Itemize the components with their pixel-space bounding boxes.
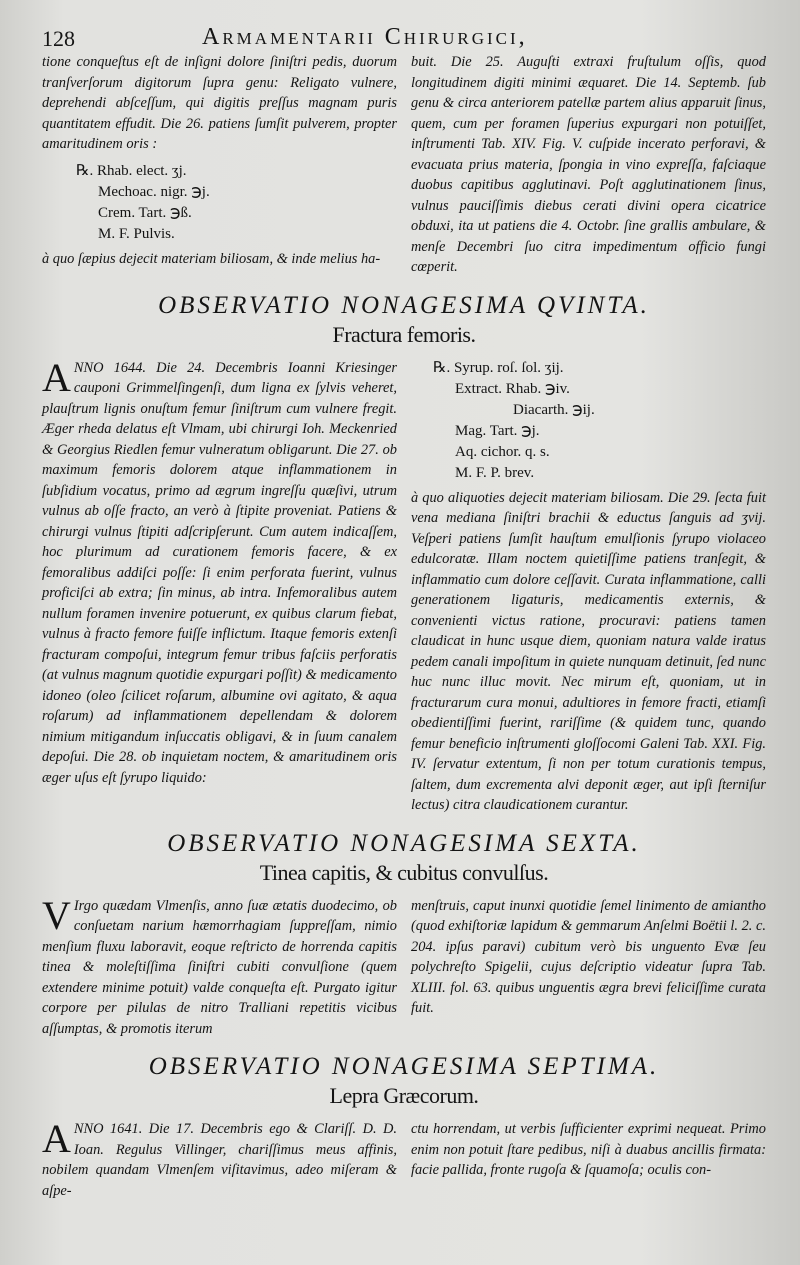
column-right: [411, 896, 766, 1040]
recipe-line: Crem. Tart. ℈ß.: [98, 204, 192, 221]
drop-cap: A: [42, 354, 71, 400]
recipe: [433, 358, 766, 484]
paragraph: [42, 892, 397, 1040]
observation-97-body: [42, 1116, 766, 1201]
column-left: [42, 52, 397, 278]
recipe-line: M. F. P. brev.: [455, 464, 535, 481]
observation-96-body: [42, 892, 766, 1040]
paragraph: buit. Die 25. Auguſti extraxi fruſtulum oſſis, quod longitudinem digiti minimi æquaret. Die 14. Septemb. ſub genu & circa anteriorem patellæ partem alius apparuit ſinus, quem, cum per foramen ſuperius expurgari non potuiſſet, inſtrumenti Tab. XIV. Fig. V. cuſpide incerato perforavi, & evacuata prius materia, ſpongia in vino expreſſa, faſciaque duobus capitibus agglutinavi. Poſt agglutinationem ſinus, vulnus pauciſſimis diebus cerati divini opera cicatrice obduxi, ita ut patiens die 4. Octobr. ſine grallis ambulare, & menſe Decembri ſuo citra impedimentum officio fungi cœperit.: [411, 54, 766, 275]
section-1: [42, 52, 766, 278]
paragraph: à quo ſæpius dejecit materiam biliosam, & inde melius ha-: [42, 250, 381, 267]
column-right: [411, 358, 766, 816]
drop-cap: A: [42, 1116, 71, 1161]
running-title: Armamentarii Chirurgici,: [202, 24, 528, 50]
recipe-line: Aq. cichor. q. s.: [455, 443, 550, 460]
observation-subtitle: Tinea capitis, & cubitus convulſus.: [259, 859, 549, 885]
recipe-line: Extract. Rhab. ℈iv.: [455, 380, 570, 397]
recipe-line: Diacarth. ℈ij.: [513, 401, 595, 418]
recipe-line: Mechoac. nigr. ℈j.: [98, 183, 210, 200]
recipe: [76, 161, 397, 245]
paragraph: [42, 354, 397, 789]
recipe-line: Mag. Tart. ℈j.: [455, 422, 540, 439]
recipe-line: M. F. Pulvis.: [98, 225, 175, 242]
column-left: [42, 1116, 397, 1201]
page-number: 128: [42, 26, 75, 51]
drop-cap: V: [42, 892, 71, 938]
paragraph: menſtruis, caput inunxi quotidie ſemel linimento de amiantho (quod exhiſtoriæ lapidum & gemmarum Anſelmi Boëtii l. 2. c. 204. ipſus paravi) cubitum verò bis unguento Evæ ſeu polychreſto Spigelii, cujus deſcriptio videatur ſupra Tab. XLIII. fol. 63. quibus unguentis ægra brevi feliciſſime curata fuit.: [411, 897, 766, 1016]
paragraph: tione conqueſtus eſt de inſigni dolore ſiniſtri pedis, duorum tranſverſorum digitorum ſupra genu: Religato vulnere, deprehendi abſceſſum, qui digitis preſſus magnam puris quantitatem effudit. Die 26. patiens ſumſit pulverem, propter amaritudinem oris :: [42, 54, 397, 152]
column-left: [42, 354, 397, 816]
column-right: [411, 1119, 766, 1201]
paragraph-text: NNO 1641. Die 17. Decembris ego & Clariſſ. D. D. Ioan. Regulus Villinger, chariſſimus meus affinis, nobilem quandam Vlmenſem viſitavimus, adeo miſeram & aſpe-: [42, 1121, 397, 1199]
column-left: [42, 892, 397, 1040]
observation-subtitle: Fractura femoris.: [332, 321, 476, 347]
paragraph-text: NNO 1644. Die 24. Decembris Ioanni Kriesinger cauponi Grimmelſingenſi, dum ligna ex ſylvis veheret, plauſtrum lignis onuſtum femur ſiniſtrum cum vulnere fregit. Æger rheda delatus eſt Vlmam, ubi chirurgi Ioh. Meckenried & Georgius Riedlen femur vulneratum obligarunt. Die 27. ob maximum femoris dolorem atque inflammationem in ſubſidium vocatus, primo ad ægrum ingreſſu quæſivi, utrum vulnus ab oſſe fracto, an verò à ſtipite proveniat. Patiens & chirurgi vulnus ſtipiti adſcripſerunt. Cum autem indicaſſem, hoc plurimum ad curationem femoris facere, & ex femoralibus addiſci poſſe: ſi enim perforata fuerint, vulnus proficiſci ab extra; ſin minus, ab intra. Infemoralibus autem nullum foramen invenire potuerunt, ex quibus clarum fiebat, vulnus à fracto femore fuiſſe inflictum. Itaque femoris extenſi fracturam compoſui, integrum femur tribus faſciis perforatis (at vulnus magnum quotidie expurgari poſſit) & medicamento idoneo (oleo ſcilicet roſarum, albumine ovi agitato, & aqua roſarum) ad inflammationem depellendam & dolorem nimium mitigandum inſuccatis obligavi, & in ſuum canalem depoſui. Die 28. ob inquietam noctem, & amaritudinem oris æger uſus eſt ſyrupo liquido:: [42, 359, 397, 786]
paragraph: à quo aliquoties dejecit materiam biliosam. Die 29. ſecta fuit vena mediana ſiniſtri brachii & eductus ſanguis ad ʒvij. Veſperi patiens ſumſit hauſtum emulſionis ſyrupo violaceo edulcoratæ. Illam noctem quietiſſime patiens tranſegit, & inflammatio cum dolore ceſſavit. Curata inflammatione, calli generationem ligaturis, medicamentis externis, & convenienti victus ratione, procuravi: patiens tamen claudicat in hunc usque diem, quoniam natura valde iratus pedem canali impoſitum in quiete nunquam detinuit, ſed nunc huc nunc illuc movit. Nec mirum eſt, quoniam, ut in fracturarum cura monui, adultiores in femore fracti, etiamſi obedientiſſimi fuerint, rariſſime (& quidem tunc, quando femur beneficio inſtrumenti gloſſocomi Galeni Tab. XXI. Fig. IV. ſervatur extentum, ſi non per totum curationis tempus, ſaltem, dum excrementa alvi deponit æger, aut ipſi ſterniſur lectus) citra claudicationem curantur.: [411, 489, 766, 813]
running-head: [42, 22, 766, 52]
paragraph-text: Irgo quædam Vlmenſis, anno ſuæ ætatis duodecimo, ob conſuetam narium hæmorrhagiam ſuppreſſam, nimio menſium fluxu laboravit, eoque reſtricto de horrenda capitis tinea & moleſtiſſima ſiniſtri cubiti convulſione (quem extendere minime potuit) valde conqueſta eſt. Purgato igitur corpore per pilulas de nitro Tralliani repetitis vicibus aſſumptas, & promotis iterum: [42, 897, 397, 1037]
observation-title: OBSERVATIO NONAGESIMA SEXTA.: [167, 829, 641, 857]
observation-title: OBSERVATIO NONAGESIMA QVINTA.: [158, 291, 650, 319]
observation-95-body: [42, 354, 766, 816]
observation-title: OBSERVATIO NONAGESIMA SEPTIMA.: [148, 1053, 660, 1080]
recipe-line: ℞. Rhab. elect. ʒj.: [76, 162, 187, 179]
paragraph: ctu horrendam, ut verbis ſufficienter exprimi nequeat. Primo enim non potuit ſtare pedibus, niſi à duabus ancillis firmata: facie pallida, fronte rugoſa & ſquamoſa; oculis con-: [411, 1121, 766, 1178]
recipe-line: ℞. Syrup. roſ. ſol. ʒij.: [433, 359, 564, 376]
column-right: [411, 52, 766, 278]
paragraph: [42, 1116, 397, 1201]
observation-subtitle: Lepra Græcorum.: [329, 1083, 479, 1108]
